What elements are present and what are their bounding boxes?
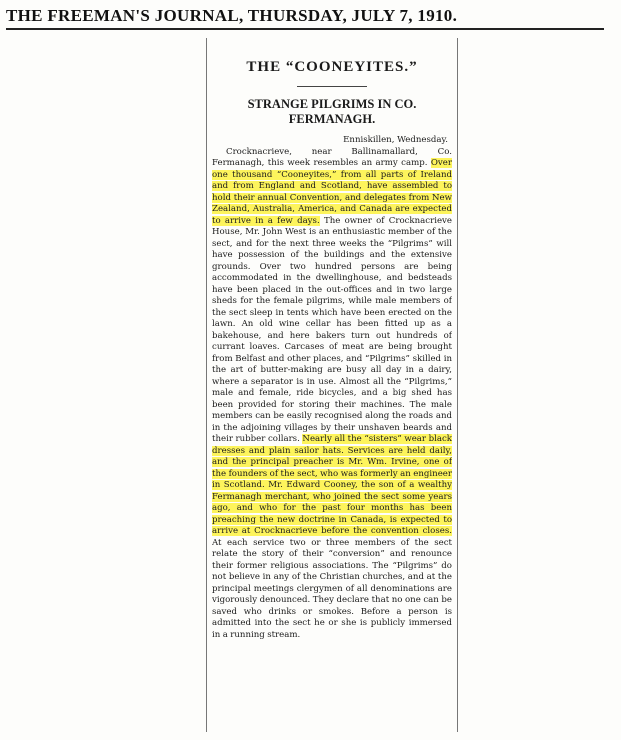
column-rule-left (206, 38, 207, 732)
body-segment: Crocknacrieve, near Ballinamallard, Co. Fermanagh, this week resembles an army camp. (212, 146, 452, 168)
column-rule-right (457, 38, 458, 732)
article-body (212, 147, 452, 642)
article-dateline: Enniskillen, Wednesday. (343, 135, 448, 145)
highlighted-passage: Over one thousand “Cooneyites,” from all parts of Ireland and from England and Scotland, have assembled to hold their annual Convention, and delegates from New Zealand, Australia, America, and Canada are expected to arrive in a few days. (212, 158, 452, 226)
body-segment: The owner of Crocknacrieve House, Mr. John West is an enthusiastic member of the sect, and for the next three weeks the “Pilgrims” will have possession of the buildings and the extensive grounds. Over two hundred persons are being accommodated in the dwellinghouse, and bedsteads have been placed in the out-offices and in two large sheds for the female pilgrims, while male members of the sect sleep in tents which have been erected on the lawn. An old wine cellar has been fitted up as a bakehouse, and here bakers turn out hundreds of currant loaves. Carcases of meat are being brought from Belfast and other places, and “Pilgrims” skilled in the art of butter-making are busy all day in a dairy, where a separator is in use. Almost all the “Pilgrims,” male and female, ride bicycles, and a big shed has been provided for storing their machines. The male members can be easily recognised along the roads and in the adjoining villages by their unshaven beards and their rubber collars. (212, 215, 452, 444)
article-subtitle: STRANGE PILGRIMS IN CO. FERMANAGH. (247, 97, 417, 126)
masthead-rule (6, 28, 604, 30)
body-segment: At each service two or three members of the sect relate the story of their “conversion” and renounce their former religious associations. The “Pilgrims” do not believe in any of the Christian churches, and at the principal meetings clergymen of all denominations are vigorously denounced. They declare that no one can be saved who drinks or smokes. Before a person is admitted into the sect he or she is publicly immersed in a running stream. (212, 537, 452, 640)
article-title: THE “COONEYITES.” (246, 59, 418, 75)
highlighted-passage: Nearly all the “sisters” wear black dresses and plain sailor hats. Services are held daily, and the principal preacher is Mr. Wm. Irvine, one of the founders of the sect, who was formerly an engineer in Scotland. Mr. Edward Cooney, the son of a wealthy Fermanagh merchant, who joined the sect some years ago, and who for the past four months has been preaching the new doctrine in Canada, is expected to arrive at Crocknacrieve before the convention closes. (212, 434, 452, 536)
newspaper-masthead: THE FREEMAN'S JOURNAL, THURSDAY, JULY 7, 1910. (6, 6, 458, 25)
title-rule (297, 86, 367, 87)
article-clipping (212, 56, 452, 736)
